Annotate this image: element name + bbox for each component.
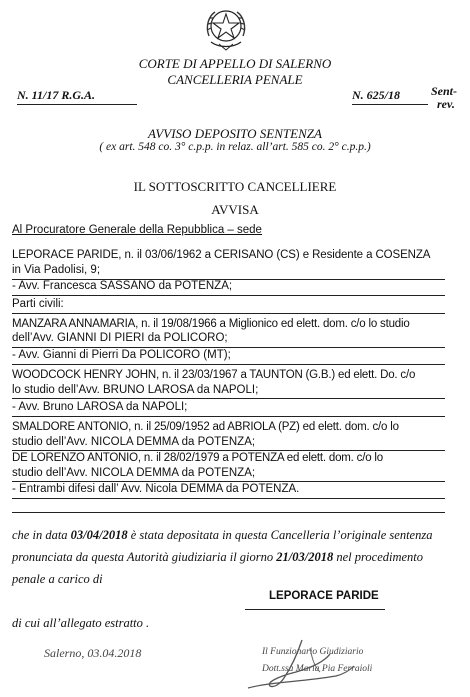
intro-line: IL SOTTOSCRITTO CANCELLIERE (133, 179, 337, 194)
ruling-date: 21/03/2018 (276, 550, 334, 564)
party-4-line-2: studio dell’Avv. NICOLA DEMMA da POTENZA; (12, 467, 256, 479)
body-paragraph-line-1 (12, 528, 432, 543)
avvisa-label: AVVISA (211, 202, 259, 217)
body-paragraph-line-3: penale a carico di (12, 572, 103, 586)
party-3-line-1: SMALDORE ANTONIO, n. il 25/09/1952 ad ABRIOLA (PZ) ed elett. dom. c/o lo (12, 421, 399, 433)
rev-label: rev. (437, 97, 455, 111)
body-text: è stata depositata in questa Cancelleria l’originale sentenza (127, 528, 433, 542)
party-1-lawyer: - Avv. Gianni di Pierri Da POLICORO (MT); (12, 349, 231, 361)
body-text: pronunciata da questa Autorità giudiziaria il giorno (12, 550, 277, 564)
official-name: Dott.ssa Maria Pia Ferraioli (262, 664, 373, 674)
divider (12, 512, 445, 513)
divider (12, 398, 445, 399)
divider (12, 347, 445, 348)
recipient-heading: Al Procuratore Generale della Repubblica – sede (12, 224, 262, 236)
party-1-line-2: dell’Avv. GIANNI DI PIERI da POLICORO; (12, 332, 228, 344)
defendant-name: LEPORACE PARIDE (269, 590, 379, 602)
rga-underline (17, 104, 137, 105)
sent-label: Sent- (431, 84, 458, 98)
place-date: Salerno, 03.04.2018 (44, 646, 142, 660)
court-name: CORTE DI APPELLO DI SALERNO (138, 56, 332, 71)
number-underline (352, 104, 428, 105)
party-3-line-2: studio dell’Avv. NICOLA DEMMA da POTENZA; (12, 436, 256, 448)
sentence-number: N. 625/18 (352, 88, 400, 102)
party-2-line-1: WOODCOCK HENRY JOHN, n. il 23/03/1967 a TAUNTON (G.B.) ed elett. Do. c/o (12, 369, 416, 381)
defendant-line-1: LEPORACE PARIDE, n. il 03/06/1962 a CERISANO (CS) e Residente a COSENZA (12, 249, 431, 261)
official-title: Il Funzionario Giudiziario (262, 647, 364, 657)
divider (12, 313, 445, 314)
divider (12, 295, 445, 296)
body-text: nel procedimento (333, 550, 424, 564)
party-1-line-1: MANZARA ANNAMARIA, n. il 19/08/1966 a Miglionico ed elett. dom. c/o lo studio (12, 318, 410, 330)
defendant-line-2: in Via Padolisi, 9; (12, 264, 101, 276)
notice-subtitle: ( ex art. 548 co. 3° c.p.p. in relaz. all’art. 585 co. 2° c.p.p.) (99, 141, 371, 153)
divider (12, 481, 445, 482)
divider (12, 364, 445, 365)
deposit-date: 03/04/2018 (70, 528, 128, 542)
extract-line: di cui all’allegato estratto . (12, 616, 150, 630)
body-text: che in data (12, 528, 71, 542)
party-2-line-2: lo studio dell’Avv. BRUNO LAROSA da NAPOLI; (12, 384, 259, 396)
republic-emblem-icon (201, 4, 251, 52)
party-4-line-1: DE LORENZO ANTONIO, n. il 28/02/1979 a POTENZA ed elett. dom. c/o lo (12, 452, 383, 464)
divider (12, 498, 445, 499)
notice-title: AVVISO DEPOSITO SENTENZA (148, 126, 322, 141)
party-2-lawyer: - Avv. Bruno LAROSA da NAPOLI; (12, 401, 188, 413)
office-name: CANCELLERIA PENALE (167, 72, 303, 87)
defendant-underline (245, 609, 385, 610)
handwritten-signature-icon (240, 632, 373, 694)
divider (12, 450, 445, 451)
party-3-4-lawyer: - Entrambi difesi dall’ Avv. Nicola DEMMA da POTENZA. (12, 483, 300, 495)
body-paragraph-line-2 (12, 550, 423, 565)
defendant-lawyer: - Avv. Francesca SASSANO da POTENZA; (12, 280, 233, 292)
divider (12, 416, 445, 417)
rga-number: N. 11/17 R.G.A. (17, 88, 96, 102)
civil-parties-label: Parti civili: (12, 298, 64, 310)
